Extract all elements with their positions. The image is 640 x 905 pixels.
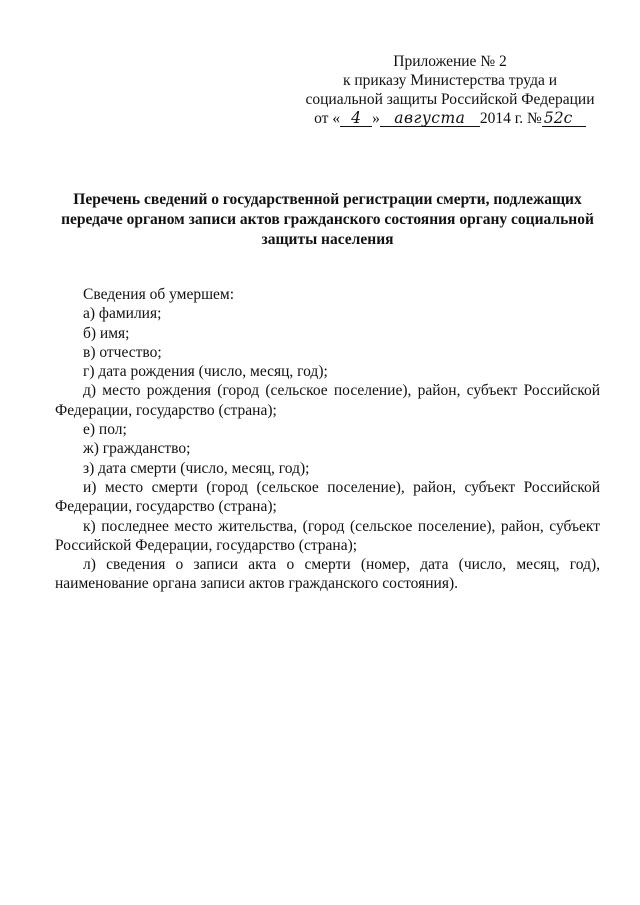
handwritten-order-number: 52с xyxy=(542,110,586,127)
list-item: л) сведения о записи акта о смерти (номер, дата (число, месяц, год), наименование органа записи актов гражданского состояния). xyxy=(55,556,600,593)
intro-text: Сведения об умершем: xyxy=(83,286,235,303)
appendix-header xyxy=(300,52,600,128)
list-item: г) дата рождения (число, месяц, год); xyxy=(83,363,328,381)
list-item: а) фамилия; xyxy=(83,305,162,323)
handwritten-day: 4 xyxy=(340,110,372,127)
list-item: к) последнее место жительства, (город (сельское поселение), район, субъект Российской Федерации, государство (страна); xyxy=(55,517,600,554)
list-item: б) имя; xyxy=(83,324,130,342)
date-year: 2014 г. № xyxy=(479,110,542,127)
document-body xyxy=(55,285,600,594)
list-item: з) дата смерти (число, месяц, год); xyxy=(83,459,310,477)
appendix-number: Приложение № 2 xyxy=(393,53,507,70)
list-item: ж) гражданство; xyxy=(83,440,191,458)
ministry-name: социальной защиты Российской Федерации xyxy=(305,91,595,108)
order-reference: к приказу Министерства труда и xyxy=(342,72,558,89)
order-date-line xyxy=(300,109,600,128)
document-title: Перечень сведений о государственной регистрации смерти, подлежащих передаче органом записи актов гражданского состояния органу социальной защиты населения xyxy=(61,191,594,248)
list-item: и) место смерти (город (сельское поселение), район, субъект Российской Федерации, государство (страна); xyxy=(55,478,600,516)
handwritten-month: августа xyxy=(380,110,480,127)
date-mid: » xyxy=(372,110,380,127)
list-item: в) отчество; xyxy=(83,343,162,361)
list-item: е) пол; xyxy=(83,421,127,439)
date-prefix: от « xyxy=(314,110,341,127)
list-item: д) место рождения (город (сельское поселение), район, субъект Российской Федерации, государство (страна); xyxy=(55,382,600,419)
